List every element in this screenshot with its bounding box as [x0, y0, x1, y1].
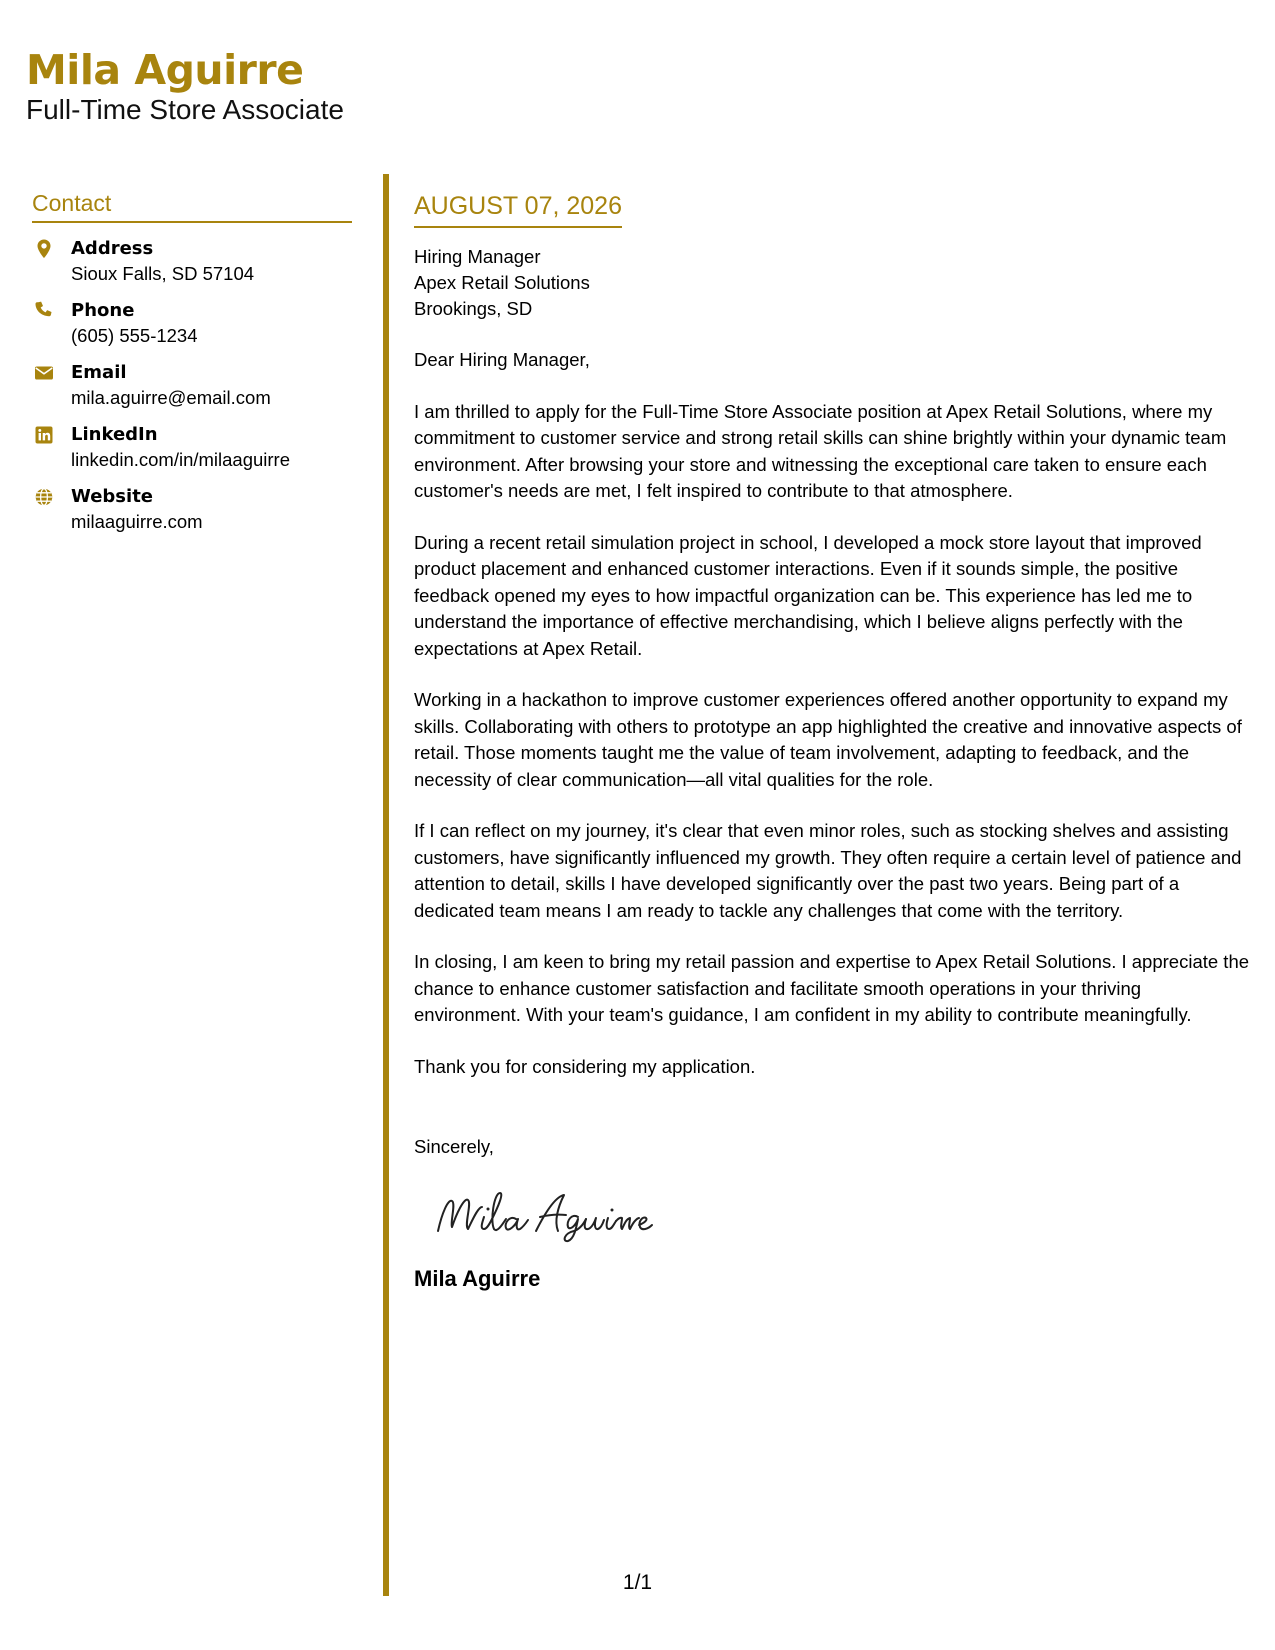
map-pin-icon: [34, 239, 54, 259]
recipient-line: Brookings, SD: [414, 298, 533, 319]
envelope-icon: [34, 363, 54, 383]
letter-paragraph: If I can reflect on my journey, it's clear that even minor roles, such as stocking shelves and assisting customers, have significantly influenced my growth. They often require a certain level of patience and attention to detail, skills I have developed significantly over the past two years. Being part of a dedicated team means I am ready to tackle any challenges that come with the territory.: [414, 820, 1242, 921]
phone-icon: [34, 301, 54, 321]
recipient-line: Apex Retail Solutions: [414, 272, 590, 293]
letter-paragraph: In closing, I am keen to bring my retail passion and expertise to Apex Retail Solutions. I appreciate the chance to enhance customer satisfaction and facilitate smooth operations in your thriving environment. With your team's guidance, I am confident in my ability to contribute meaningfully.: [414, 951, 1250, 1025]
handwritten-signature: [432, 1185, 672, 1243]
contact-address-value: Sioux Falls, SD 57104: [71, 263, 255, 284]
contact-heading: Contact: [32, 190, 352, 223]
signed-name: Mila Aguirre: [414, 1265, 541, 1291]
contact-email-value[interactable]: mila.aguirre@email.com: [71, 387, 271, 408]
contact-item-website: [32, 485, 352, 534]
letter-date: AUGUST 07, 2026: [414, 191, 622, 228]
column-divider: [383, 174, 389, 1596]
contact-phone-value: (605) 555-1234: [71, 325, 198, 346]
resume-header: [26, 48, 344, 127]
letter-paragraph: I am thrilled to apply for the Full-Time Store Associate position at Apex Retail Solutions, where my commitment to customer service and strong retail skills can shine brightly within your dynamic team environment. After browsing your store and witnessing the exceptional care taken to ensure each customer's needs are met, I felt inspired to contribute to that atmosphere.: [414, 400, 1227, 501]
letter-paragraph: Thank you for considering my application.: [414, 1055, 756, 1077]
applicant-name: Mila Aguirre: [26, 46, 304, 94]
contact-label: Email: [71, 362, 127, 383]
salutation: Dear Hiring Manager,: [414, 349, 590, 370]
globe-icon: [34, 487, 54, 507]
contact-sidebar: [32, 190, 352, 547]
linkedin-icon: [34, 425, 54, 445]
contact-label: Address: [71, 238, 154, 259]
contact-linkedin-value[interactable]: linkedin.com/in/milaaguirre: [71, 449, 291, 470]
letter-body: [414, 191, 1252, 1293]
contact-item-email: [32, 361, 352, 410]
contact-label: LinkedIn: [71, 424, 158, 445]
contact-item-phone: [32, 299, 352, 348]
recipient-block: [414, 244, 1252, 322]
letter-paragraph: Working in a hackathon to improve customer experiences offered another opportunity to expand my skills. Collaborating with others to prototype an app highlighted the creative and innovative aspects of retail. Those moments taught me the value of team involvement, adapting to feedback, and the necessity of clear communication—all vital qualities for the role.: [414, 689, 1242, 790]
contact-label: Website: [71, 486, 154, 507]
applicant-job-title: Full-Time Store Associate: [26, 94, 344, 126]
contact-item-address: [32, 237, 352, 286]
contact-website-value[interactable]: milaaguirre.com: [71, 511, 203, 532]
contact-item-linkedin: [32, 423, 352, 472]
recipient-line: Hiring Manager: [414, 246, 541, 267]
closing: Sincerely,: [414, 1136, 494, 1157]
letter-paragraph: During a recent retail simulation project in school, I developed a mock store layout that improved product placement and enhanced customer interactions. Even if it sounds simple, the positive feedback opened my eyes to how impactful organization can be. This experience has led me to understand the importance of effective merchandising, which I believe aligns perfectly with the expectations at Apex Retail.: [414, 531, 1202, 659]
page-number: 1/1: [622, 1571, 653, 1594]
contact-label: Phone: [71, 300, 135, 321]
